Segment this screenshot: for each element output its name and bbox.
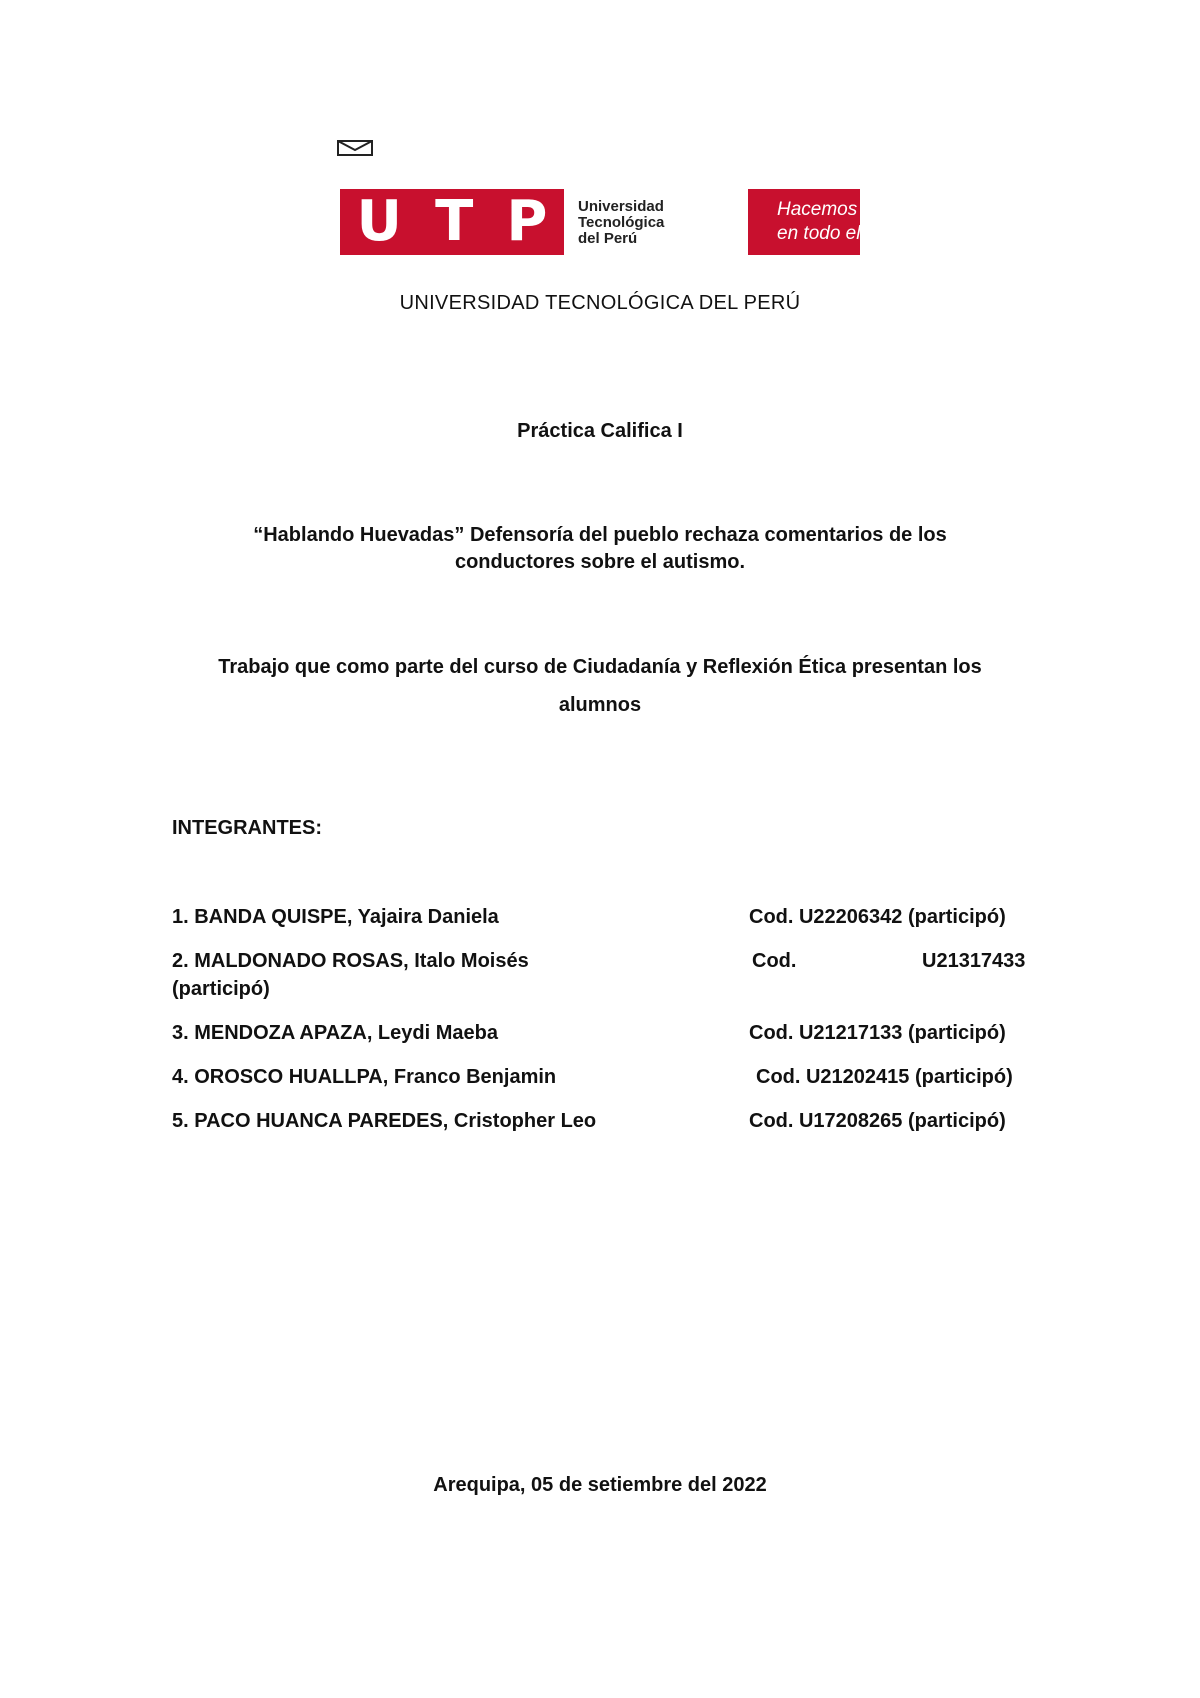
place-and-date: Arequipa, 05 de setiembre del 2022 — [433, 1474, 767, 1496]
member-name: 1. BANDA QUISPE, Yajaira Daniela — [172, 906, 499, 928]
university-title: UNIVERSIDAD TECNOLÓGICA DEL PERÚ — [399, 292, 801, 314]
logo-letter-u: U — [356, 189, 403, 254]
topic-title: “Hablando Huevadas” Defensoría del pueblo rechaza comentarios de los conductores sobre el autismo. — [253, 524, 947, 573]
logo-letter-t: T — [435, 189, 474, 254]
member-code: Cod. U17208265 (participó) — [749, 1110, 1006, 1132]
member-code: Cod. U21217133 (participó) — [749, 1022, 1006, 1044]
member-code: Cod. U22206342 (participó) — [749, 906, 1006, 928]
member-name: 4. OROSCO HUALLPA, Franco Benjamin — [172, 1066, 557, 1088]
logo-letter-p: P — [506, 189, 548, 254]
member-note: (participó) — [172, 978, 270, 1000]
practice-title: Práctica Califica I — [517, 420, 683, 442]
course-statement: Trabajo que como parte del curso de Ciudadanía y Reflexión Ética presentan los alumnos — [218, 656, 982, 716]
member-code: Cod. U21202415 (participó) — [756, 1066, 1013, 1088]
logo-slogan: Hacemos en todo el — [748, 189, 860, 255]
members-heading: INTEGRANTES: — [172, 817, 322, 839]
member-name: 2. MALDONADO ROSAS, Italo Moisés — [172, 950, 529, 972]
envelope-icon — [337, 139, 373, 157]
utp-logo — [340, 189, 564, 255]
member-code: U21317433 — [922, 950, 1026, 972]
logo-university-name: Universidad Tecnológica del Perú — [578, 198, 665, 247]
member-name: 3. MENDOZA APAZA, Leydi Maeba — [172, 1022, 498, 1044]
member-code-label: Cod. — [752, 950, 797, 972]
member-name: 5. PACO HUANCA PAREDES, Cristopher Leo — [172, 1110, 597, 1132]
